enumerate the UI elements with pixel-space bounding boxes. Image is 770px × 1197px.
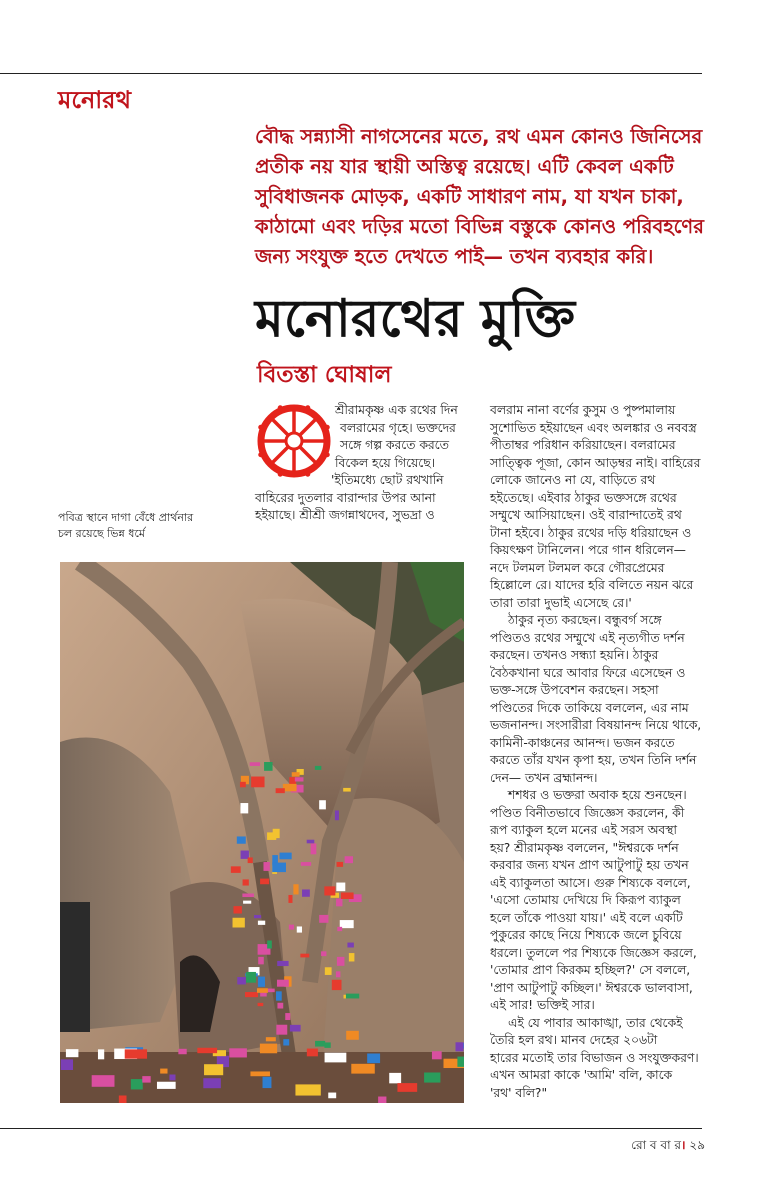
text-line: কামিনী-কাঞ্চনের আনন্দ। ভজন করতে — [490, 735, 675, 750]
ribbon — [367, 1053, 380, 1063]
text-line: লোকে জানেও না যে, বাড়িতে রথ — [490, 473, 656, 487]
thread-knot — [289, 925, 294, 930]
thread-knot — [254, 915, 261, 918]
thread-knot — [321, 951, 326, 956]
text-line: বলরামের গৃহে। ভক্তদের — [340, 420, 456, 435]
thread-knot — [267, 940, 272, 948]
ribbon — [328, 1093, 336, 1099]
thread-knot — [280, 853, 292, 860]
ribbon — [66, 1049, 79, 1057]
thread-knot — [307, 840, 315, 844]
ribbon — [197, 1048, 217, 1053]
thread-knot — [337, 927, 342, 931]
thread-knot — [233, 906, 241, 913]
text-line: সুশোভিত হইয়াছেন এবং অলঙ্কার ও নববস্ত্র — [490, 420, 697, 435]
ribbon — [204, 1064, 223, 1075]
pull-quote — [255, 122, 715, 272]
text-line: 'প্রাণ আটুপাটু কচ্ছিল।' ঈশ্বরকে ভালবাসা, — [490, 980, 693, 995]
thread-knot — [243, 879, 249, 885]
thread-knot — [335, 810, 339, 820]
photo-sacred-tree-with-threads — [60, 562, 464, 1103]
ribbon — [92, 1075, 115, 1087]
thread-knot — [341, 892, 354, 899]
text-line: হইতেছে। এইবার ঠাকুর ভক্তসঙ্গে রথের — [490, 490, 677, 505]
thread-knot — [258, 977, 265, 987]
section-label: মনোরথ — [58, 86, 131, 114]
ribbon — [457, 1057, 464, 1067]
text-line: করবার জন্য যখন প্রাণ আটুপাটু হয় তখন — [490, 858, 689, 872]
thread-knot — [231, 866, 241, 873]
text-line: ঠাকুর নৃত্য করছেন। বন্ধুবর্গ সঙ্গে — [508, 613, 662, 627]
ribbon — [61, 1059, 73, 1070]
thread-knot — [337, 862, 343, 867]
text-line: নদে টলমল টলমল করে গৌরপ্রেমের — [490, 560, 665, 575]
magazine-name: রো ব বা র — [631, 1138, 682, 1152]
thread-knot — [258, 957, 264, 964]
thread-knot — [349, 953, 355, 961]
text-line: পুকুরের কাছে নিয়ে শিষ্যকে জলে চুবিয়ে — [490, 928, 682, 942]
photo-caption — [58, 510, 193, 542]
thread-knot — [257, 988, 268, 993]
thread-knot — [263, 862, 269, 871]
ribbon — [250, 1071, 270, 1076]
thread-knot — [240, 782, 246, 787]
thread-knot — [345, 856, 353, 863]
ribbon — [229, 1048, 247, 1057]
ribbon — [295, 1084, 320, 1095]
text-line: এই সার! ভক্তিই সার। — [490, 998, 595, 1012]
ribbon — [325, 1053, 347, 1063]
thread-knot — [347, 943, 353, 948]
text-line: বিকেল হয়ে গিয়েছে। — [335, 455, 436, 470]
ribbon — [131, 1079, 143, 1089]
ribbon — [324, 1042, 330, 1047]
ribbon — [378, 1097, 386, 1103]
footer-separator: । — [681, 1138, 686, 1152]
text-line: বলরাম নানা বর্ণের কুসুম ও পুষ্পমালায় — [490, 403, 676, 417]
text-line: সাত্ত্বিক পূজা, কোন আড়ম্বর নাই। বাহিরের — [490, 455, 701, 470]
thread-knot — [324, 886, 335, 895]
thread-knot — [272, 863, 286, 873]
ribbon — [260, 1044, 277, 1054]
text-line: পণ্ডিতও রথের সম্মুখে এই নৃত্যগীত দর্শন — [490, 630, 685, 645]
caption-line: পবিত্র স্থানে দাগা বেঁধে প্রার্থনার — [58, 511, 194, 524]
text-line: কিয়ৎক্ষণ টানিলেন। পরে গান ধরিলেন— — [490, 543, 686, 557]
thread-knot — [245, 992, 258, 997]
thread-knot — [266, 1037, 276, 1041]
thread-knot — [292, 772, 300, 776]
text-line: হইয়াছে। শ্রীশ্রী জগন্নাথদেব, সুভদ্রা ও — [255, 508, 435, 522]
ribbon — [98, 1049, 104, 1059]
ribbon — [463, 1043, 464, 1049]
thread-knot — [276, 788, 285, 793]
thread-knot — [343, 788, 351, 792]
bottom-rule — [0, 1128, 702, 1129]
text-line: করছেন। তখনও সন্ধ্যা হয়নি। ঠাকুর — [490, 648, 659, 662]
thread-knot — [276, 1025, 287, 1035]
ribbon — [157, 1082, 176, 1089]
thread-knot — [300, 954, 309, 958]
thread-knot — [315, 1041, 325, 1047]
text-line: 'তোমার প্রাণ কিরকম হচ্ছিল?' সে বললে, — [490, 963, 691, 977]
thread-knot — [250, 762, 260, 766]
text-line: 'এসো তোমায় দেখিয়ে দি কিরূপ ব্যাকুল — [490, 893, 681, 907]
thread-knot — [283, 784, 297, 791]
author-name: বিতস্তা ঘোষাল — [257, 362, 392, 388]
thread-knot — [277, 961, 288, 966]
text-line: এই যে পাবার আকাঙ্খা, তার থেকেই — [508, 1015, 683, 1030]
thread-knot — [297, 926, 302, 932]
thread-knot — [346, 1031, 359, 1040]
text-line: পীতাম্বর পরিধান করিয়াছেন। বলরামের — [490, 438, 676, 452]
page-number: ২৯ — [689, 1138, 705, 1152]
text-line: সঙ্গে গল্প করতে করতে — [340, 438, 449, 452]
ribbon — [169, 1075, 175, 1081]
thread-knot — [336, 883, 345, 892]
thread-knot — [246, 972, 256, 983]
ribbon — [456, 1042, 464, 1051]
thread-knot — [295, 777, 304, 781]
text-line: ভজনানন্দ। সংসারীরা বিষয়ানন্দ নিয়ে থাকে, — [490, 718, 702, 732]
text-line: শ্রীরামকৃষ্ণ এক রথের দিন — [335, 403, 458, 417]
thread-knot — [264, 762, 273, 771]
ribbon — [142, 1076, 150, 1082]
text-line: বৈঠকখানা ঘরে আবার ফিরে এসেছেন ও — [490, 665, 686, 680]
text-line: হারের মতোই তার বিভাজন ও সংযুক্তকরণ। — [490, 1050, 699, 1065]
thread-knot — [302, 889, 310, 896]
pull-quote-line: কাঠামো এবং দড়ির মতো বিভিন্ন বস্তুকে কোনও পরিবহণের — [255, 215, 704, 238]
text-line: হিল্লোলে রে। যাদের হরি বলিতে নয়ন ঝরে — [490, 578, 694, 592]
ribbon — [119, 1095, 127, 1103]
text-line: করতে তাঁর যখন কৃপা হয়, তখন তিনি দর্শন — [490, 753, 697, 767]
thread-knot — [293, 884, 298, 894]
thread-knot — [237, 836, 246, 843]
text-line: 'রথ' বলি?" — [490, 1085, 548, 1100]
ribbon — [351, 1064, 374, 1074]
text-line: এখন আমরা কাকে 'আমি' বলি, কাকে — [490, 1068, 673, 1082]
text-line: বাহিরের দুতলার বারান্দার উপর আনা — [255, 490, 436, 505]
article-title: মনোরথের মুক্তি — [255, 289, 576, 349]
thread-knot — [258, 921, 265, 925]
thread-knot — [336, 971, 341, 977]
thread-knot — [258, 1003, 264, 1006]
text-line: এই ব্যাকুলতা আসে। গুরু শিষ্যকে বললে, — [490, 875, 691, 890]
thread-knot — [325, 967, 332, 975]
thread-knot — [290, 1025, 301, 1032]
thread-knot — [243, 901, 251, 904]
ribbon — [432, 1051, 442, 1059]
thread-knot — [285, 1013, 290, 1020]
thread-knot — [319, 915, 328, 923]
thread-knot — [288, 895, 292, 903]
pull-quote-line: সুবিধাজনক মোড়ক, একটি সাধারণ নাম, যা যখন চাকা, — [255, 185, 684, 208]
thread-knot — [242, 894, 254, 898]
thread-knot — [277, 1003, 283, 1009]
thread-knot — [332, 980, 342, 990]
text-line: ধরলে। তুললে পর শিষ্যকে জিজ্ঞেস করলে, — [490, 945, 697, 960]
text-line: পণ্ডিতের দিকে তাকিয়ে বললেন, এর নাম — [490, 700, 689, 715]
pull-quote-line: জন্য সংযুক্ত হতে দেখতে পাই— তখন ব্যবহার করি। — [255, 245, 654, 268]
thread-knot — [283, 1039, 289, 1045]
text-line: দেন— তখন ব্রহ্মানন্দ। — [490, 770, 598, 785]
ribbon — [203, 1078, 221, 1088]
thread-knot — [319, 800, 326, 809]
text-line: শশধর ও ভক্তরা অবাক হয়ে শুনছেন। — [508, 788, 687, 802]
thread-knot — [277, 980, 289, 987]
thread-knot — [233, 918, 245, 928]
thread-knot — [276, 991, 282, 1000]
ribbon — [397, 1083, 417, 1092]
text-line: পণ্ডিত বিনীতভাবে জিজ্ঞেস করলেন, কী — [490, 805, 685, 820]
ribbon — [125, 1049, 147, 1058]
pull-quote-line: বৌদ্ধ সন্ন্যাসী নাগসেনের মতে, রথ এমন কোনও জিনিসের — [255, 125, 703, 148]
thread-knot — [240, 803, 248, 813]
thread-knot — [346, 994, 359, 999]
text-line: 'ইতিমধ্যে ছোট রথখানি — [331, 473, 444, 487]
ribbon — [389, 1073, 401, 1083]
ribbon — [178, 1049, 186, 1054]
text-line: তৈরি হল রথ। মানব দেহের ২০৬টা — [490, 1033, 658, 1047]
thread-knot — [248, 857, 253, 863]
ribbon — [263, 1077, 272, 1088]
top-rule — [0, 73, 702, 74]
text-line: টানা হইবে। ঠাকুর রথের দড়ি ধরিয়াছেন ও — [490, 525, 692, 540]
thread-knot — [337, 957, 345, 966]
thread-knot — [315, 766, 321, 770]
thread-knot — [237, 977, 246, 984]
page-footer — [631, 1136, 705, 1157]
text-line: হয়? শ্রীরামকৃষ্ণ বললেন, "ঈশ্বরকে দর্শন — [490, 840, 679, 855]
thread-knot — [267, 832, 276, 840]
column-1 — [255, 402, 458, 525]
column-2 — [490, 402, 701, 1102]
text-line: ভক্ত-সঙ্গে উপবেশন করছেন। সহসা — [490, 683, 659, 697]
thread-knot — [336, 899, 342, 907]
thread-knot — [301, 862, 311, 866]
text-line: হলে তাঁকে পাওয়া যায়।' এই বলে একটি — [490, 910, 683, 925]
ribbon — [307, 1049, 318, 1057]
text-line: তারা তারা দুভাই এসেছে রে।' — [490, 595, 632, 610]
text-line: রূপ ব্যাকুল হলে মনের এই সরস অবস্থা — [490, 823, 677, 837]
caption-line: চল রয়েছে ভিন্ন ধর্মে — [58, 527, 145, 540]
text-line: সম্মুখে আসিয়াছেন। ওই বারান্দাতেই রথ — [490, 508, 682, 522]
ribbon — [160, 1069, 167, 1074]
thread-knot — [251, 777, 264, 788]
thread-knot — [260, 879, 269, 885]
ribbon — [424, 1072, 440, 1082]
pull-quote-line: প্রতীক নয় যার স্থায়ী অস্তিত্ব রয়েছে। এটি কেবল একটি — [255, 155, 674, 178]
thread-knot — [311, 843, 317, 854]
